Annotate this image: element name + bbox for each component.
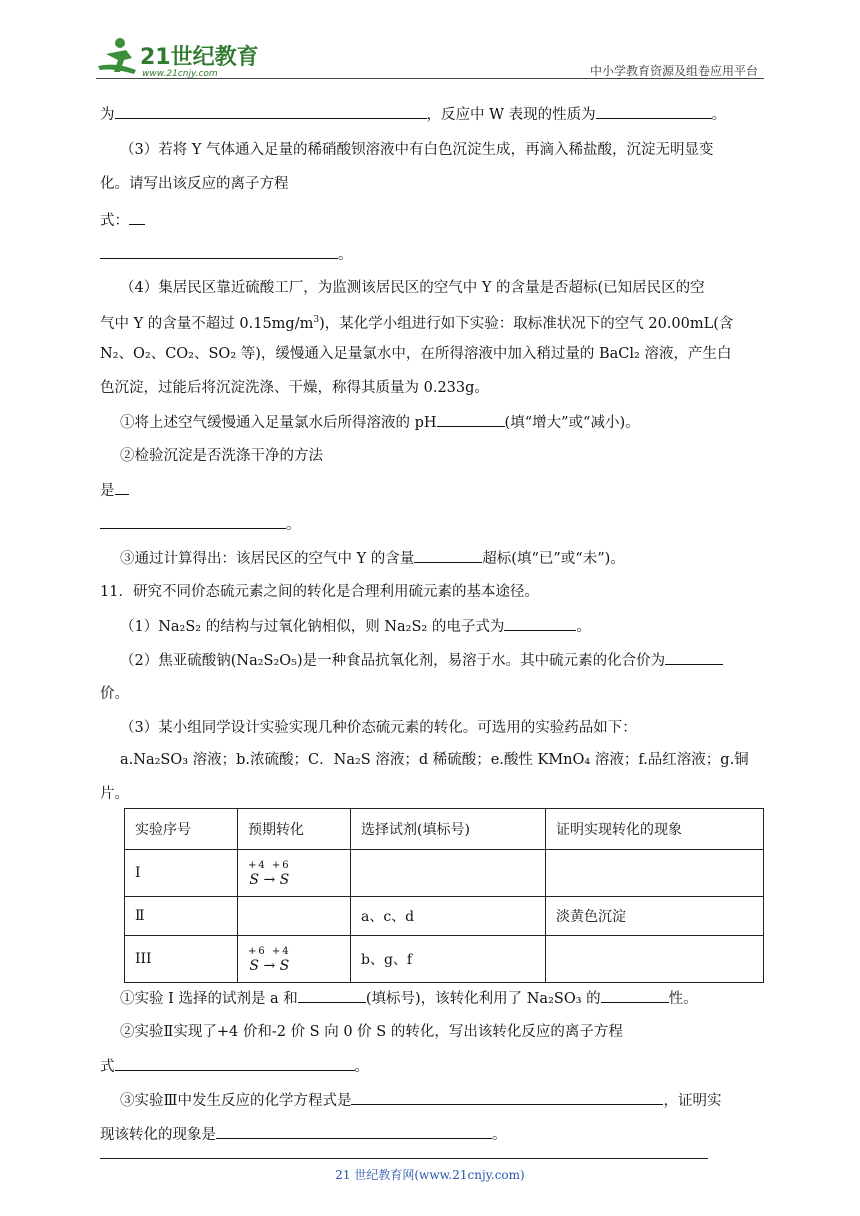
text-line — [100, 1056, 369, 1077]
footer-link[interactable]: 21 世纪教育网(www.21cnjy.com) — [335, 1168, 525, 1182]
text: 式 — [100, 1059, 115, 1075]
footer-divider — [100, 1158, 708, 1159]
text-line — [100, 1124, 507, 1145]
text: 为 — [100, 107, 115, 123]
table-cell: 淡黄色沉淀 — [546, 897, 764, 936]
text-line — [120, 988, 698, 1009]
answer-blank — [665, 650, 723, 665]
text-line: （3）某小组同学设计实验实现几种价态硫元素的转化。可选用的实验药品如下： — [120, 720, 637, 736]
experiment-table — [124, 808, 764, 983]
answer-blank — [437, 412, 505, 427]
logo-url: www.21cnjy.com — [142, 69, 218, 78]
table-row — [125, 897, 764, 936]
conversion-formula: +6 +4 S → S — [248, 945, 291, 974]
text-line: N₂、O₂、CO₂、SO₂ 等)，缓慢通入足量氯水中，在所得溶液中加入稍过量的 BaCl₂ 溶液，产生白 — [100, 346, 732, 362]
table-header: 实验序号 — [125, 809, 238, 850]
text: （1）Na₂S₂ 的结构与过氧化钠相似，则 Na₂S₂ 的电子式为 — [120, 619, 505, 635]
answer-blank — [351, 1090, 663, 1105]
text: ③通过计算得出：该居民区的空气中 Y 的含量 — [120, 551, 415, 567]
text-line — [120, 1090, 721, 1111]
table-row — [125, 850, 764, 897]
question-11-title: 11．研究不同价态硫元素之间的转化是合理利用硫元素的基本途径。 — [100, 584, 539, 600]
logo-21cnjy — [96, 36, 266, 78]
text: ①实验 I 选择的试剂是 a 和 — [120, 991, 298, 1007]
answer-blank — [115, 104, 427, 119]
text-line: 色沉淀，过能后将沉淀洗涤、干燥，称得其质量为 0.233g。 — [100, 380, 489, 396]
table-cell: b、g、f — [351, 936, 546, 983]
answer-blank — [298, 988, 366, 1003]
text: （2）焦亚硫酸钠(Na₂S₂O₅)是一种食品抗氧化剂，易溶于水。其中硫元素的化合价为 — [120, 653, 666, 669]
page-header — [96, 36, 762, 82]
table-cell — [238, 936, 351, 983]
text: 式： — [100, 213, 129, 229]
text: 气中 Y 的含量不超过 0.15mg/m — [100, 316, 314, 332]
answer-blank — [414, 548, 482, 563]
table-cell: a、c、d — [351, 897, 546, 936]
table-header: 选择试剂(填标号) — [351, 809, 546, 850]
answer-blank — [115, 1056, 355, 1071]
text: ，反应中 W 表现的性质为 — [426, 107, 596, 123]
text-line — [120, 616, 591, 637]
text: 。 — [286, 517, 301, 533]
text: 。 — [492, 1127, 507, 1143]
text-line — [100, 514, 301, 535]
table-cell: III — [125, 936, 238, 983]
table-header: 证明实现转化的现象 — [546, 809, 764, 850]
text-line — [100, 244, 353, 265]
text-line — [100, 480, 129, 501]
table-cell — [238, 897, 351, 936]
text: 。 — [711, 107, 727, 123]
answer-blank — [129, 210, 145, 225]
text-line — [100, 210, 145, 231]
table-header: 预期转化 — [238, 809, 351, 850]
table-cell — [546, 936, 764, 983]
conversion-formula: +4 +6 S → S — [248, 859, 291, 888]
text-line — [120, 412, 640, 433]
text: (填标号)，该转化利用了 Na₂SO₃ 的 — [365, 991, 601, 1007]
answer-blank — [100, 514, 286, 529]
header-divider — [96, 78, 764, 79]
text: 是 — [100, 483, 115, 499]
table-cell: Ⅱ — [125, 897, 238, 936]
text: (填“增大”或“减小)。 — [504, 415, 640, 431]
text-line — [100, 104, 726, 125]
text: 。 — [338, 247, 353, 263]
answer-blank — [596, 104, 712, 119]
question-3-text: （3）若将 Y 气体通入足量的稀硝酸钡溶液中有白色沉淀生成，再滴入稀盐酸，沉淀无明显变 — [120, 142, 714, 158]
text-line: 片。 — [100, 786, 129, 802]
text-line — [120, 650, 723, 671]
text: 现该转化的现象是 — [100, 1127, 216, 1143]
text-line: 化。请写出该反应的离子方程 — [100, 176, 289, 192]
table-row — [125, 936, 764, 983]
logo-text: 21世纪教育 — [140, 45, 259, 70]
text: ③实验Ⅲ中发生反应的化学方程式是 — [120, 1093, 352, 1109]
table-cell — [351, 850, 546, 897]
text: ，证明实 — [663, 1093, 722, 1109]
superscript: 3 — [313, 315, 320, 325]
table-cell — [546, 850, 764, 897]
table-header-row — [125, 809, 764, 850]
table-cell: I — [125, 850, 238, 897]
answer-blank — [115, 480, 129, 495]
reagent-list: a.Na₂SO₃ 溶液；b.浓硫酸；C．Na₂S 溶液；d 稀硫酸；e.酸性 KMnO₄ 溶液；f.品红溶液；g.铜 — [120, 752, 749, 768]
text: 性。 — [668, 991, 698, 1007]
text-line: ②实验Ⅱ实现了+4 价和-2 价 S 向 0 价 S 的转化，写出该转化反应的离子方程 — [120, 1024, 623, 1040]
platform-name: 中小学教育资源及组卷应用平台 — [589, 64, 758, 78]
question-4-text: （4）集居民区靠近硫酸工厂，为监测该居民区的空气中 Y 的含量是否超标(已知居民区的空 — [120, 280, 705, 296]
answer-blank — [504, 616, 576, 631]
text-line — [120, 548, 625, 569]
text: ①将上述空气缓慢通入足量氯水后所得溶液的 pH — [120, 415, 437, 431]
answer-blank — [601, 988, 669, 1003]
answer-blank — [216, 1124, 492, 1139]
text-line — [100, 310, 733, 334]
table-cell — [238, 850, 351, 897]
text-line: ②检验沉淀是否洗涤干净的方法 — [120, 448, 323, 464]
text: )，某化学小组进行如下实验：取标准状况下的空气 20.00mL(含 — [319, 316, 734, 332]
answer-blank — [100, 244, 338, 259]
text: 。 — [576, 619, 591, 635]
text: 。 — [354, 1059, 369, 1075]
text-line: 价。 — [100, 686, 129, 702]
text: 超标(填“已”或“未”)。 — [482, 551, 625, 567]
